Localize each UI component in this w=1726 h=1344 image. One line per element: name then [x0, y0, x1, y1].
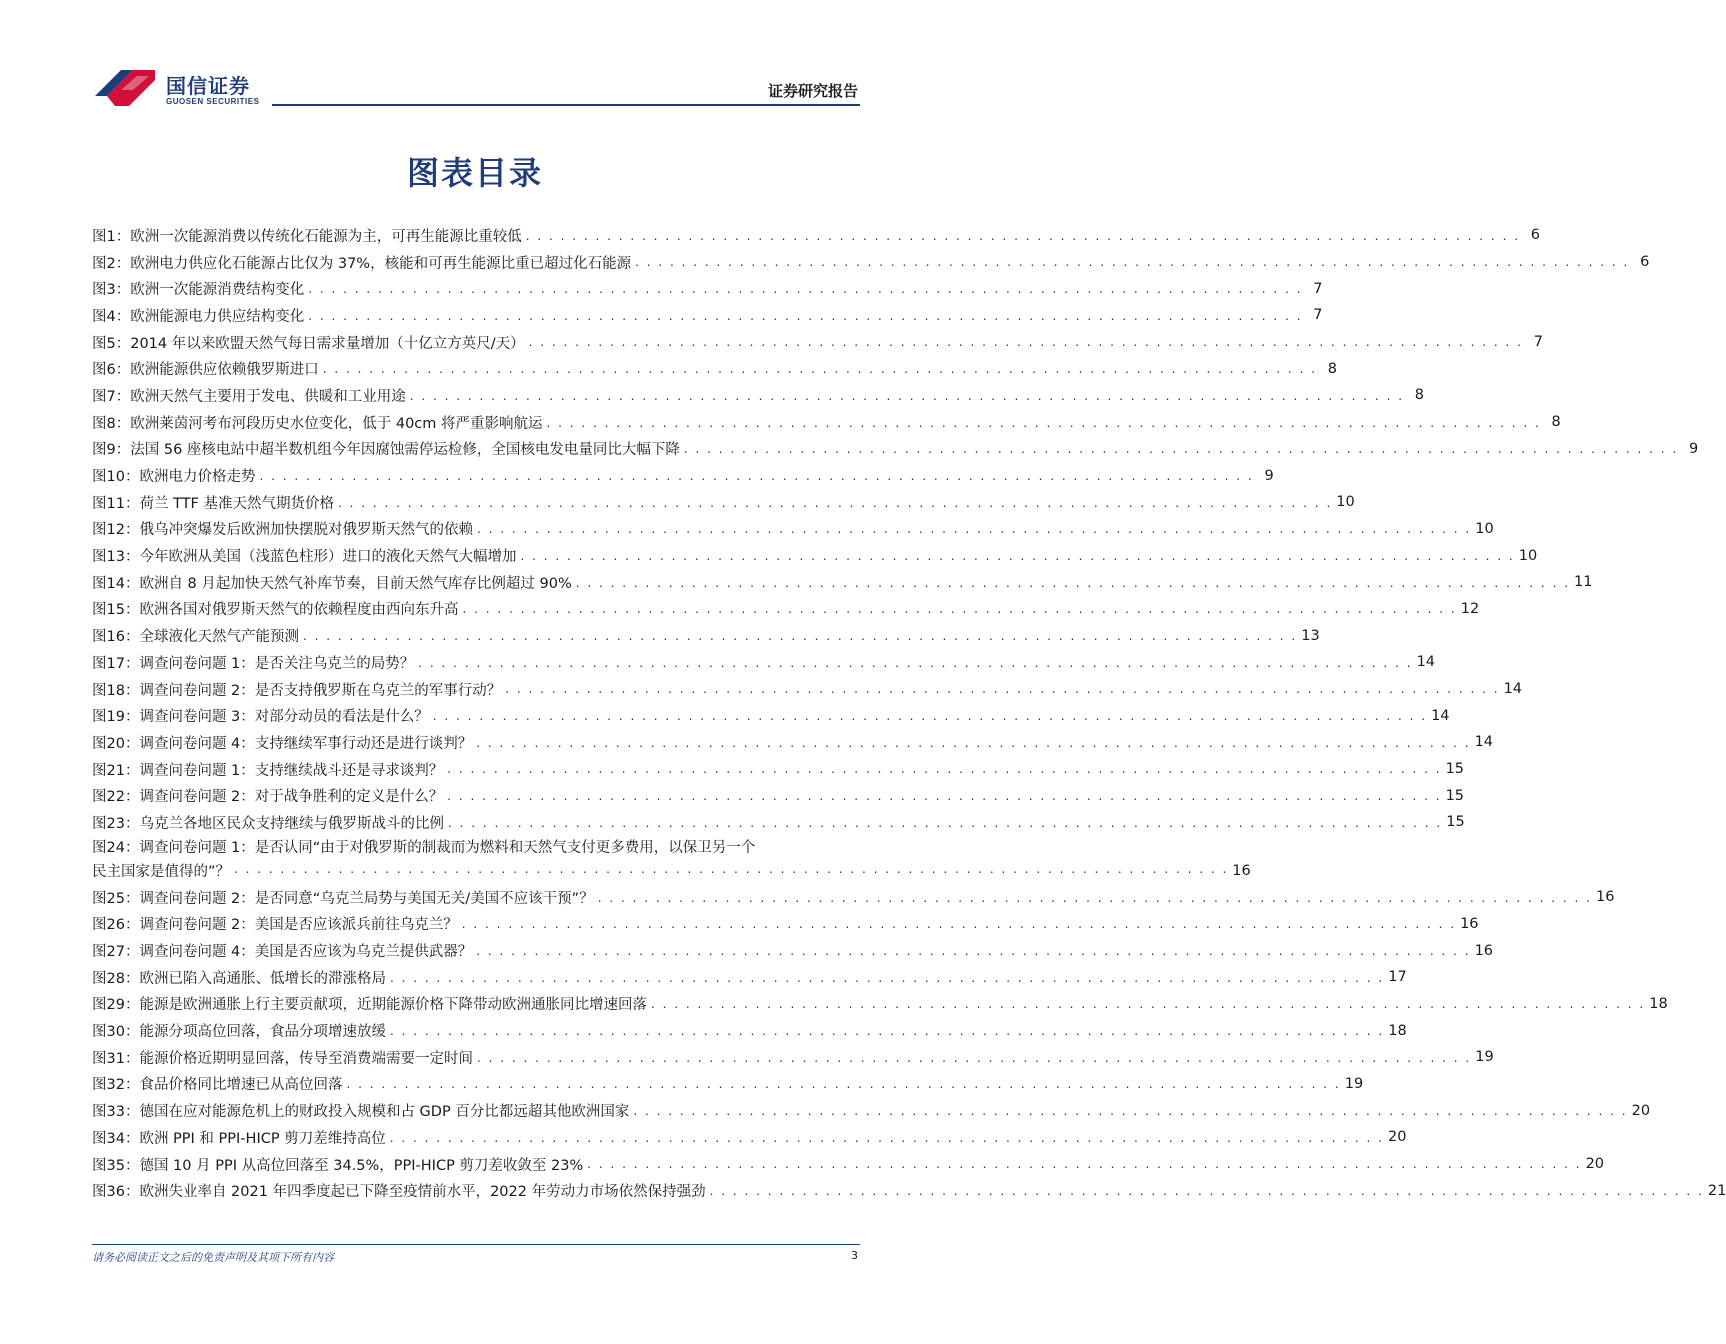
toc-entry[interactable]: [92, 1071, 1364, 1098]
toc-figure-label: 图13：: [92, 549, 140, 566]
toc-entry[interactable]: [92, 756, 1465, 783]
toc-entry[interactable]: [92, 329, 1543, 356]
toc-figure-title: 调查问卷问题 4：支持继续军事行动还是进行谈判？: [139, 735, 473, 752]
toc-page-number: 9: [1688, 440, 1699, 457]
toc-figure-title: 德国在应对能源危机上的财政投入规模和占 GDP 百分比都远超其他欧洲国家: [139, 1104, 630, 1121]
toc-figure-label: 图31：: [92, 1050, 140, 1067]
toc-figure-title: 调查问卷问题 4：美国是否应该为乌克兰提供武器？: [139, 944, 473, 961]
toc-entry[interactable]: [92, 222, 1541, 249]
toc-figure-title: 调查问卷问题 3：对部分动员的看法是什么？: [139, 709, 429, 726]
toc-leader-dots: . . . . . . . . . . . . . . . . . . . . . . . . . . . . . . . . . . . . . . . . . . . . . . . . . . . . . . . . . . . . . . . . . . . . . . . . . . . . . . . . . . . . . .: [447, 789, 1442, 804]
toc-figure-title: 能源价格近期明显回落，传导至消费端需要一定时间: [139, 1050, 473, 1067]
toc-page-number: 14: [1416, 654, 1436, 671]
toc-figure-title: 调查问卷问题 1：是否关注乌克兰的局势？: [139, 655, 415, 672]
toc-page-number: 16: [1595, 889, 1615, 906]
toc-figure-label: 图18：: [92, 682, 140, 699]
toc-entry[interactable]: [92, 1044, 1494, 1071]
toc-entry[interactable]: [92, 937, 1494, 964]
toc-page-number: 8: [1327, 360, 1338, 377]
toc-figure-label: 图24：: [92, 839, 140, 856]
toc-figure-label: 图1：: [92, 228, 131, 245]
brand-name-cn: 国信证券: [166, 74, 250, 98]
brand-name-en: GUOSEN SECURITIES: [166, 97, 260, 106]
toc-figure-title: 欧洲各国对俄罗斯天然气的依赖程度由西向东升高: [139, 602, 459, 619]
toc-entry[interactable]: [92, 911, 1479, 938]
toc-figure-title: 欧洲自 8 月起加快天然气补库节奏，目前天然气库存比例超过 90%: [139, 575, 572, 592]
toc-leader-dots: . . . . . . . . . . . . . . . . . . . . . . . . . . . . . . . . . . . . . . . . . . . . . . . . . . . . . . . . . . . . . . . . . . . . . . . . . . . . . . . . . . . . . .: [635, 255, 1630, 270]
toc-page-number: 6: [1530, 227, 1541, 244]
toc-leader-dots: . . . . . . . . . . . . . . . . . . . . . . . . . . . . . . . . . . . . . . . . . . . . . . . . . . . . . . . . . . . . . . . . . . . . . . . . . . . . . . . . . . . . . .: [476, 943, 1471, 958]
toc-page-number: 20: [1387, 1129, 1407, 1146]
toc-page-number: 15: [1445, 787, 1465, 804]
toc-leader-dots: . . . . . . . . . . . . . . . . . . . . . . . . . . . . . . . . . . . . . . . . . . . . . . . . . . . . . . . . . . . . . . . . . . . . . . . . . . . . . . . . . . . . . .: [476, 522, 1472, 537]
toc-figure-title: 欧洲能源供应依赖俄罗斯进口: [130, 362, 319, 379]
toc-page-number: 7: [1313, 307, 1323, 324]
toc-leader-dots: . . . . . . . . . . . . . . . . . . . . . . . . . . . . . . . . . . . . . . . . . . . . . . . . . . . . . . . . . . . . . . . . . . . . . . . . . . . . . . . . . . . . . .: [337, 495, 1333, 510]
page-header: [0, 0, 950, 112]
toc-page-number: 16: [1474, 942, 1494, 959]
toc-page-number: 8: [1551, 414, 1561, 431]
toc-figure-title: 全球液化天然气产能预测: [139, 629, 299, 646]
toc-leader-dots: . . . . . . . . . . . . . . . . . . . . . . . . . . . . . . . . . . . . . . . . . . . . . . . . . . . . . . . . . . . . . . . . . . . . . . . . . . . . . . . . . . . . . .: [462, 602, 1457, 617]
toc-figure-label: 图22：: [92, 789, 140, 806]
toc-figure-label: 图15：: [92, 602, 140, 619]
toc-figure-title: 调查问卷问题 1：是否认同“由于对俄罗斯的制裁而为燃料和天然气支付更多费用，以保卫另一个: [139, 839, 756, 856]
toc-page-number: 9: [1264, 467, 1274, 484]
toc-leader-dots: . . . . . . . . . . . . . . . . . . . . . . . . . . . . . . . . . . . . . . . . . . . . . . . . . . . . . . . . . . . . . . . . . . . . . . . . . . . . . . . . . . . . . .: [597, 890, 1592, 905]
toc-entry[interactable]: [92, 782, 1465, 809]
toc-page-number: 10: [1518, 547, 1538, 564]
footer-divider: [92, 1244, 860, 1245]
toc-page-number: 21: [1707, 1182, 1726, 1199]
toc-figure-label: 图36：: [92, 1184, 140, 1201]
toc-entry[interactable]: [92, 382, 1425, 409]
toc-figure-title: 欧洲电力价格走势: [139, 469, 256, 486]
toc-leader-dots: . . . . . . . . . . . . . . . . . . . . . . . . . . . . . . . . . . . . . . . . . . . . . . . . . . . . . . . . . . . . . . . . . . . . . . . . . . . . . . . . . . . . . .: [418, 655, 1413, 670]
toc-entry[interactable]: [92, 436, 1699, 463]
toc-leader-dots: . . . . . . . . . . . . . . . . . . . . . . . . . . . . . . . . . . . . . . . . . . . . . . . . . . . . . . . . . . . . . . . . . . . . . . . . . . . . . . . . . . . . . .: [302, 629, 1298, 643]
toc-figure-label: 图9：: [92, 442, 131, 459]
toc-leader-dots: . . . . . . . . . . . . . . . . . . . . . . . . . . . . . . . . . . . . . . . . . . . . . . . . . . . . . . . . . . . . . . . . . . . . . . . . . . . . . . . . . . . . . .: [234, 861, 1229, 876]
footer-page-number: 3: [851, 1249, 858, 1262]
toc-figure-label: 图14：: [92, 575, 140, 592]
toc-entry-line-2: [92, 860, 1251, 882]
toc-page-number: 19: [1475, 1049, 1494, 1066]
toc-entry[interactable]: [92, 702, 1450, 729]
toc-page-number: 13: [1301, 627, 1320, 644]
toc-figure-title: 欧洲一次能源消费以传统化石能源为主，可再生能源比重较低: [130, 228, 522, 245]
toc-page-number: 10: [1336, 494, 1355, 511]
toc-figure-title: 调查问卷问题 1：支持继续战斗还是寻求谈判？: [139, 762, 444, 779]
toc-figure-label: 图4：: [92, 308, 131, 325]
toc-leader-dots: . . . . . . . . . . . . . . . . . . . . . . . . . . . . . . . . . . . . . . . . . . . . . . . . . . . . . . . . . . . . . . . . . . . . . . . . . . . . . . . . . . . . . .: [461, 917, 1457, 932]
toc-figure-label: 图25：: [92, 890, 140, 907]
toc-page-number: 20: [1585, 1156, 1605, 1173]
toc-figure-title: 调查问卷问题 2：是否同意“乌克兰局势与美国无关/美国不应该干预”？: [139, 890, 594, 907]
toc-figure-title: 调查问卷问题 2：美国是否应该派兵前往乌克兰？: [139, 917, 458, 934]
toc-leader-dots: . . . . . . . . . . . . . . . . . . . . . . . . . . . . . . . . . . . . . . . . . . . . . . . . . . . . . . . . . . . . . . . . . . . . . . . . . . . . . . . . . . . . . .: [546, 415, 1541, 430]
toc-entry[interactable]: [92, 489, 1355, 516]
toc-entry[interactable]: [92, 809, 1465, 836]
toc-figure-label: 图28：: [92, 970, 140, 987]
toc-entry[interactable]: [92, 836, 1251, 884]
toc-page-number: 6: [1640, 254, 1650, 271]
toc-leader-dots: . . . . . . . . . . . . . . . . . . . . . . . . . . . . . . . . . . . . . . . . . . . . . . . . . . . . . . . . . . . . . . . . . . . . . . . . . . . . . . . . . . . . . .: [505, 682, 1500, 697]
toc-leader-dots: . . . . . . . . . . . . . . . . . . . . . . . . . . . . . . . . . . . . . . . . . . . . . . . . . . . . . . . . . . . . . . . . . . . . . . . . . . . . . . . . . . . . . .: [389, 1023, 1385, 1038]
toc-entry[interactable]: [92, 1151, 1605, 1178]
toc-figure-label: 图7：: [92, 388, 131, 405]
toc-page-number: 8: [1414, 387, 1425, 404]
toc-figure-title: 今年欧洲从美国（浅蓝色柱形）进口的液化天然气大幅增加: [139, 549, 517, 566]
toc-leader-dots: . . . . . . . . . . . . . . . . . . . . . . . . . . . . . . . . . . . . . . . . . . . . . . . . . . . . . . . . . . . . . . . . . . . . . . . . . . . . . . . . . . . . . .: [389, 970, 1385, 985]
toc-entry[interactable]: [92, 991, 1668, 1018]
toc-entry[interactable]: [92, 676, 1523, 703]
toc-leader-dots: . . . . . . . . . . . . . . . . . . . . . . . . . . . . . . . . . . . . . . . . . . . . . . . . . . . . . . . . . . . . . . . . . . . . . . . . . . . . . . . . . . . . . .: [650, 997, 1646, 1012]
toc-entry[interactable]: [92, 884, 1615, 911]
toc-page-number: 14: [1474, 734, 1494, 751]
toc-leader-dots: . . . . . . . . . . . . . . . . . . . . . . . . . . . . . . . . . . . . . . . . . . . . . . . . . . . . . . . . . . . . . . . . . . . . . . . . . . . . . . . . . . . . . .: [683, 442, 1679, 457]
toc-leader-dots: . . . . . . . . . . . . . . . . . . . . . . . . . . . . . . . . . . . . . . . . . . . . . . . . . . . . . . . . . . . . . . . . . . . . . . . . . . . . . . . . . . . . . .: [389, 1130, 1384, 1145]
report-type-label: 证券研究报告: [767, 82, 858, 100]
toc-figure-label: 图29：: [92, 997, 140, 1014]
toc-entry[interactable]: [92, 462, 1274, 489]
toc-figure-label: 图32：: [92, 1077, 140, 1094]
toc-figure-label: 图17：: [92, 655, 140, 672]
toc-leader-dots: . . . . . . . . . . . . . . . . . . . . . . . . . . . . . . . . . . . . . . . . . . . . . . . . . . . . . . . . . . . . . . . . . . . . . . . . . . . . . . . . . . . . . .: [259, 468, 1254, 483]
toc-page-number: 15: [1446, 814, 1465, 831]
toc-figure-title: 乌克兰各地区民众支持继续与俄罗斯战斗的比例: [139, 815, 444, 832]
toc-page-number: 18: [1649, 995, 1668, 1012]
toc-leader-dots: . . . . . . . . . . . . . . . . . . . . . . . . . . . . . . . . . . . . . . . . . . . . . . . . . . . . . . . . . . . . . . . . . . . . . . . . . . . . . . . . . . . . . .: [709, 1184, 1704, 1199]
toc-figure-title: 能源分项高位回落，食品分项增速放缓: [139, 1024, 386, 1041]
toc-leader-dots: . . . . . . . . . . . . . . . . . . . . . . . . . . . . . . . . . . . . . . . . . . . . . . . . . . . . . . . . . . . . . . . . . . . . . . . . . . . . . . . . . . . . . .: [409, 388, 1405, 403]
toc-figure-title: 欧洲失业率自 2021 年四季度起已下降至疫情前水平，2022 年劳动力市场依然保持强劲: [139, 1184, 706, 1201]
toc-leader-dots: . . . . . . . . . . . . . . . . . . . . . . . . . . . . . . . . . . . . . . . . . . . . . . . . . . . . . . . . . . . . . . . . . . . . . . . . . . . . . . . . . . . . . .: [476, 735, 1471, 750]
toc-leader-dots: . . . . . . . . . . . . . . . . . . . . . . . . . . . . . . . . . . . . . . . . . . . . . . . . . . . . . . . . . . . . . . . . . . . . . . . . . . . . . . . . . . . . . .: [308, 308, 1303, 323]
toc-figure-label: 图26：: [92, 917, 140, 934]
toc-entry[interactable]: [92, 596, 1480, 623]
toc-leader-dots: . . . . . . . . . . . . . . . . . . . . . . . . . . . . . . . . . . . . . . . . . . . . . . . . . . . . . . . . . . . . . . . . . . . . . . . . . . . . . . . . . . . . . .: [476, 1050, 1472, 1065]
toc-page-number: 14: [1503, 681, 1523, 698]
toc-leader-dots: . . . . . . . . . . . . . . . . . . . . . . . . . . . . . . . . . . . . . . . . . . . . . . . . . . . . . . . . . . . . . . . . . . . . . . . . . . . . . . . . . . . . . .: [432, 709, 1428, 724]
toc-figure-label: 图19：: [92, 709, 140, 726]
toc-figure-label: 图34：: [92, 1130, 140, 1147]
toc-figure-title-continued: 民主国家是值得的”？: [92, 864, 231, 881]
toc-figure-title: 2014 年以来欧盟天然气每日需求量增加（十亿立方英尺/天）: [130, 335, 525, 352]
toc-leader-dots: . . . . . . . . . . . . . . . . . . . . . . . . . . . . . . . . . . . . . . . . . . . . . . . . . . . . . . . . . . . . . . . . . . . . . . . . . . . . . . . . . . . . . .: [308, 282, 1303, 297]
toc-figure-label: 图33：: [92, 1104, 140, 1121]
toc-page-number: 7: [1313, 280, 1323, 297]
toc-leader-dots: . . . . . . . . . . . . . . . . . . . . . . . . . . . . . . . . . . . . . . . . . . . . . . . . . . . . . . . . . . . . . . . . . . . . . . . . . . . . . . . . . . . . . .: [520, 548, 1515, 563]
toc-figure-label: 图27：: [92, 944, 140, 961]
toc-figure-title: 荷兰 TTF 基准天然气期货价格: [139, 495, 334, 512]
toc-figure-title: 德国 10 月 PPI 从高位回落至 34.5%，PPI-HICP 剪刀差收敛至 23%: [139, 1157, 584, 1174]
toc-figure-label: 图23：: [92, 815, 140, 832]
toc-figure-title: 食品价格同比增速已从高位回落: [139, 1077, 343, 1094]
toc-entry[interactable]: [92, 249, 1650, 276]
guosen-logo-icon: [93, 66, 157, 108]
toc-figure-label: 图10：: [92, 469, 140, 486]
toc-page-number: 18: [1388, 1022, 1407, 1039]
toc-figure-label: 图12：: [92, 522, 140, 539]
toc-figure-label: 图30：: [92, 1024, 140, 1041]
toc-figure-title: 能源是欧洲通胀上行主要贡献项，近期能源价格下降带动欧洲通胀同比增速回落: [139, 997, 647, 1014]
figure-toc-list: [92, 222, 1726, 1204]
toc-entry[interactable]: [92, 275, 1323, 302]
toc-figure-label: 图16：: [92, 629, 140, 646]
toc-figure-label: 图21：: [92, 762, 140, 779]
toc-leader-dots: . . . . . . . . . . . . . . . . . . . . . . . . . . . . . . . . . . . . . . . . . . . . . . . . . . . . . . . . . . . . . . . . . . . . . . . . . . . . . . . . . . . . . .: [346, 1077, 1341, 1092]
header-divider: [272, 104, 860, 106]
toc-figure-title: 欧洲电力供应化石能源占比仅为 37%，核能和可再生能源比重已超过化石能源: [130, 255, 632, 272]
toc-leader-dots: . . . . . . . . . . . . . . . . . . . . . . . . . . . . . . . . . . . . . . . . . . . . . . . . . . . . . . . . . . . . . . . . . . . . . . . . . . . . . . . . . . . . . .: [528, 335, 1523, 350]
toc-leader-dots: . . . . . . . . . . . . . . . . . . . . . . . . . . . . . . . . . . . . . . . . . . . . . . . . . . . . . . . . . . . . . . . . . . . . . . . . . . . . . . . . . . . . . .: [587, 1157, 1582, 1172]
toc-entry[interactable]: [92, 1097, 1651, 1124]
toc-page-number: 19: [1344, 1075, 1364, 1092]
toc-figure-title: 俄乌冲突爆发后欧洲加快摆脱对俄罗斯天然气的依赖: [139, 522, 473, 539]
toc-entry-line-1: [92, 836, 860, 860]
toc-entry[interactable]: [92, 649, 1436, 676]
toc-page-number: 10: [1475, 520, 1494, 537]
toc-entry[interactable]: [92, 1124, 1407, 1151]
toc-entry[interactable]: [92, 409, 1561, 436]
toc-entry[interactable]: [92, 302, 1323, 329]
toc-figure-label: 图6：: [92, 362, 131, 379]
toc-page-number: 20: [1631, 1102, 1651, 1119]
toc-figure-label: 图2：: [92, 255, 131, 272]
toc-page-number: 16: [1460, 915, 1479, 932]
toc-figure-title: 欧洲一次能源消费结构变化: [130, 282, 305, 299]
toc-figure-label: 图8：: [92, 415, 131, 432]
toc-page-number: 17: [1388, 969, 1407, 986]
toc-entry[interactable]: [92, 964, 1407, 991]
toc-leader-dots: . . . . . . . . . . . . . . . . . . . . . . . . . . . . . . . . . . . . . . . . . . . . . . . . . . . . . . . . . . . . . . . . . . . . . . . . . . . . . . . . . . . . . .: [447, 815, 1443, 830]
toc-entry[interactable]: [92, 1177, 1726, 1204]
toc-page-number: 11: [1574, 574, 1593, 591]
toc-figure-title: 调查问卷问题 2：是否支持俄罗斯在乌克兰的军事行动？: [139, 682, 502, 699]
toc-entry[interactable]: [92, 516, 1494, 543]
toc-entry[interactable]: [92, 1017, 1407, 1044]
toc-leader-dots: . . . . . . . . . . . . . . . . . . . . . . . . . . . . . . . . . . . . . . . . . . . . . . . . . . . . . . . . . . . . . . . . . . . . . . . . . . . . . . . . . . . . . .: [633, 1104, 1628, 1118]
toc-leader-dots: . . . . . . . . . . . . . . . . . . . . . . . . . . . . . . . . . . . . . . . . . . . . . . . . . . . . . . . . . . . . . . . . . . . . . . . . . . . . . . . . . . . . . .: [322, 362, 1318, 377]
toc-entry[interactable]: [92, 569, 1593, 596]
toc-leader-dots: . . . . . . . . . . . . . . . . . . . . . . . . . . . . . . . . . . . . . . . . . . . . . . . . . . . . . . . . . . . . . . . . . . . . . . . . . . . . . . . . . . . . . .: [447, 762, 1442, 777]
toc-leader-dots: . . . . . . . . . . . . . . . . . . . . . . . . . . . . . . . . . . . . . . . . . . . . . . . . . . . . . . . . . . . . . . . . . . . . . . . . . . . . . . . . . . . . . .: [525, 228, 1521, 243]
toc-figure-title: 欧洲 PPI 和 PPI-HICP 剪刀差维持高位: [139, 1130, 386, 1147]
toc-figure-title: 欧洲能源电力供应结构变化: [130, 308, 305, 325]
toc-figure-label: 图20：: [92, 735, 140, 752]
toc-figure-title: 欧洲已陷入高通胀、低增长的滞涨格局: [139, 970, 386, 987]
toc-page-number: 15: [1445, 761, 1465, 778]
toc-entry[interactable]: [92, 729, 1494, 756]
toc-entry[interactable]: [92, 622, 1320, 649]
toc-entry[interactable]: [92, 355, 1338, 382]
footer-disclaimer: 请务必阅读正文之后的免责声明及其项下所有内容: [92, 1251, 334, 1264]
toc-figure-title: 欧洲天然气主要用于发电、供暖和工业用途: [130, 388, 406, 405]
toc-figure-title: 调查问卷问题 2：对于战争胜利的定义是什么？: [139, 789, 444, 806]
toc-leader-dots: . . . . . . . . . . . . . . . . . . . . . . . . . . . . . . . . . . . . . . . . . . . . . . . . . . . . . . . . . . . . . . . . . . . . . . . . . . . . . . . . . . . . . .: [575, 575, 1571, 590]
toc-page-number: 14: [1431, 707, 1450, 724]
toc-figure-label: 图11：: [92, 495, 140, 512]
toc-figure-label: 图3：: [92, 282, 131, 299]
page-title: 图表目录: [406, 154, 543, 192]
toc-page-number: 7: [1533, 334, 1543, 351]
toc-page-number: 12: [1460, 600, 1480, 617]
toc-figure-title: 欧洲莱茵河考布河段历史水位变化，低于 40cm 将严重影响航运: [130, 415, 543, 432]
toc-figure-title: 法国 56 座核电站中超半数机组今年因腐蚀需停运检修，全国核电发电量同比大幅下降: [130, 442, 680, 459]
toc-entry[interactable]: [92, 542, 1538, 569]
toc-figure-label: 图35：: [92, 1157, 140, 1174]
toc-figure-label: 图5：: [92, 335, 131, 352]
toc-page-number: 16: [1232, 862, 1251, 879]
